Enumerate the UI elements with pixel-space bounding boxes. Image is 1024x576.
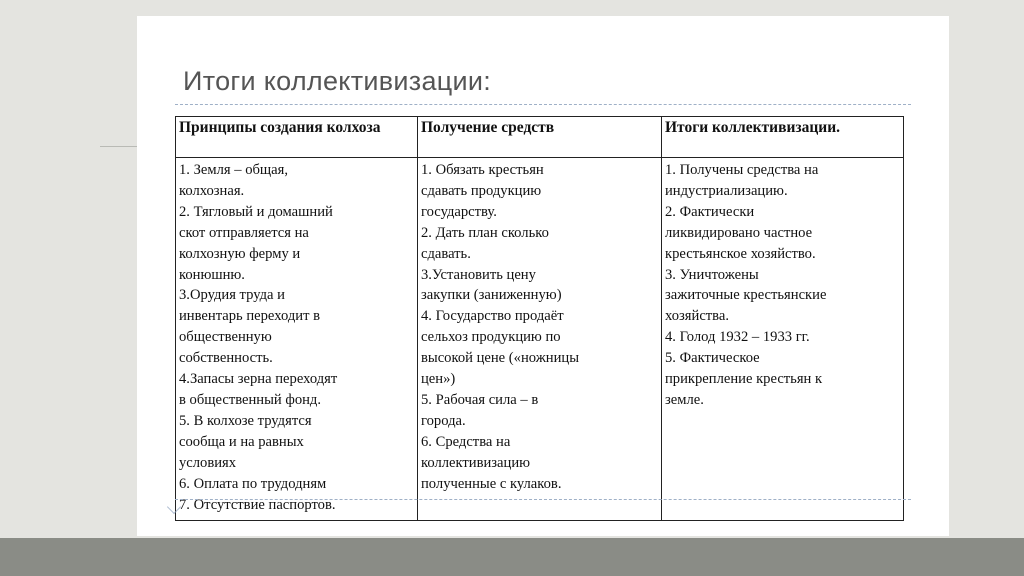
list-item: 4. Государство продаёт сельхоз продукцию по высокой цене («ножницы цен») [421,308,580,388]
bottom-bar [0,538,1024,576]
list-item: 3.Орудия труда и инвентарь переходит в общественную собственность. [179,287,320,367]
list-item: 2. Дать план сколько сдавать. [421,224,549,262]
left-decorative-rule [100,146,138,147]
table-row [176,158,904,521]
list-item: 1. Обязать крестьян сдавать продукцию государству. [421,162,544,220]
list-item: 5. Рабочая сила – в города. [421,391,539,429]
list-item: 4. Голод 1932 – 1933 гг. [665,329,810,346]
header-results: Итоги коллективизации. [662,117,904,158]
list-item: 7. Отсутствие паспортов. [179,496,336,513]
slide-title: Итоги коллективизации: [183,66,492,96]
list-item: 1. Получены средства на индустриализацию. [665,162,819,199]
list-item: 5. Фактическое прикрепление крестьян к земле. [665,350,823,408]
list-item: 6. Средства на коллективизацию полученные с кулаков. [421,433,562,492]
placeholder-border-bottom [175,499,911,500]
list-item: 2. Фактически ликвидировано частное крестьянское хозяйство. [665,203,816,262]
list-item: 3. Уничтожены зажиточные крестьянские хозяйства. [665,266,827,325]
header-principles: Принципы создания колхоза [176,117,418,158]
slide [137,16,949,536]
principles-cell [176,158,418,521]
list-item: 4.Запасы зерна переходят в общественный фонд. [179,371,338,408]
funding-cell [418,158,662,521]
title-underline [175,104,911,105]
list-item: 2. Тягловый и домашний скот отправляется на колхозную ферму и конюшню. [179,203,333,283]
results-cell [662,158,904,521]
header-funding: Получение средств [418,117,662,158]
list-item: 5. В колхозе трудятся сообща и на равных условиях [179,412,312,471]
list-item: 3.Установить цену закупки (заниженную) [421,266,562,304]
summary-table [175,116,904,521]
list-item: 6. Оплата по трудодням [179,475,327,492]
header-row [176,117,904,158]
list-item: 1. Земля – общая, колхозная. [179,162,289,199]
